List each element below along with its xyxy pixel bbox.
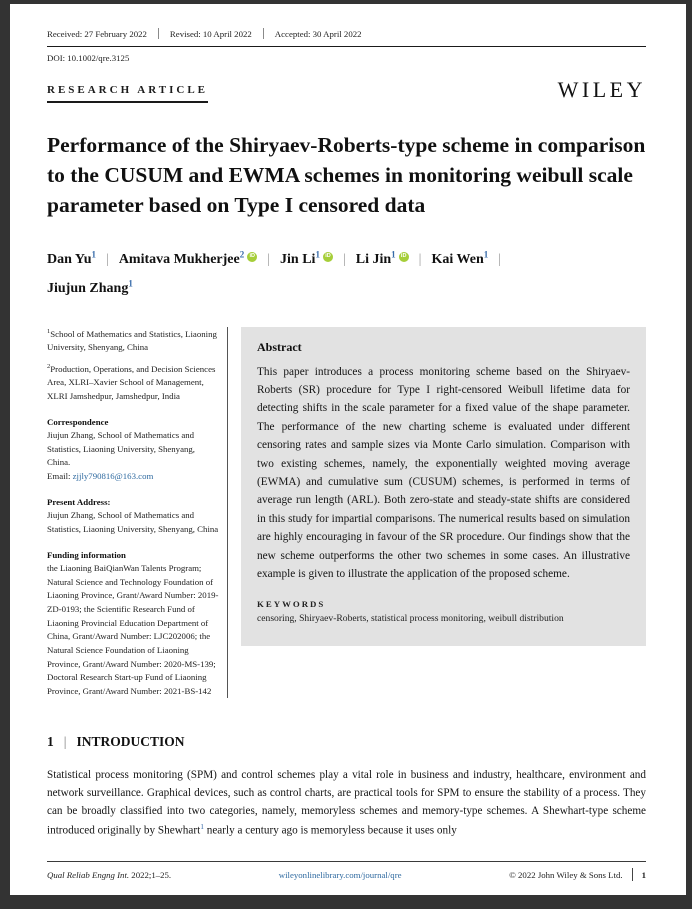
doi: DOI: 10.1002/qre.3125 [47,53,130,63]
divider [632,868,633,881]
correspondence-body: Jiujun Zhang, School of Mathematics and Statistics, Liaoning University, Shenyang, China. [47,430,195,468]
funding-body: the Liaoning BaiQianWan Talents Program; Natural Science and Technology Foundation of Liaoning Province, Grant/Award Number: 2019-ZD-0193; the Scientific Research Fund of Liaoning Provincial Education Department of China, Grant/Award Number: LJC202006; the Natural Science Foundation of Liaoning Province, Grant/Award Number: 2020-MS-139; Doctoral Research Start-up Fund of Liaoning Province, Grant/Award Number: 2021-BS-142 [47,563,219,696]
article-page [10,4,686,895]
author: Jin Li$^1$ iD [280,252,333,267]
divider: | [342,251,346,267]
section-number: 1 [47,734,54,750]
introduction-paragraph: Statistical process monitoring (SPM) and control schemes play a vital role in business and industry, healthcare, environment and network surveillance. Graphical devices, such as control charts, are practical tools for SPM to ensure the stability of a process. They can be broadly classified into two categories, namely, memoryless schemes and memory-type schemes. A Shewhart-type scheme introduced originally by Shewhart$^1$ nearly a century ago is memoryless because it uses only [47,769,646,837]
page-number: 1 [641,869,646,880]
funding-heading: Funding information [47,549,126,560]
copyright-block [509,868,646,881]
type-row [47,77,646,103]
affiliation-2: $^2$Production, Operations, and Decision Sciences Area, XLRI–Xavier School of Management, XLRI Jamshedpur, Jamshedpur, India [47,362,216,401]
affiliation-1: $^1$School of Mathematics and Statistics, Liaoning University, Shenyang, China [47,327,217,353]
abstract-column [241,327,646,699]
author: Amitava Mukherjee$^2$ iD [119,252,257,267]
divider: | [63,734,67,750]
divider: | [106,251,109,267]
orcid-icon[interactable]: iD [399,252,409,262]
author: Jiujun Zhang$^1$ [47,277,133,296]
orcid-icon[interactable]: iD [323,252,333,262]
history-bar [47,28,646,47]
section-title: INTRODUCTION [76,734,185,750]
section-heading [47,734,646,750]
introduction-section [47,734,646,839]
keywords-list: censoring, Shiryaev-Roberts, statistical process monitoring, weibull distribution [257,613,564,625]
wiley-logo: WILEY [557,77,646,102]
orcid-icon[interactable]: iD [247,252,257,262]
article-type-label: RESEARCH ARTICLE [47,84,208,103]
author-list [47,245,646,302]
sidebar [47,327,219,699]
copyright-text: © 2022 John Wiley & Sons Ltd. [509,869,623,880]
journal-citation: Qual Reliab Engng Int. 2022;1–25. [47,869,172,880]
page-title: Performance of the Shiryaev-Roberts-type scheme in comparison to the CUSUM and EWMA schemes in monitoring weibull scale parameter based on Type I censored data [47,133,646,218]
correspondence-heading: Correspondence [47,416,109,427]
present-address-heading: Present Address: [47,496,111,507]
two-column-block [47,327,646,699]
revised-date: Revised: 10 April 2022 [169,28,252,39]
abstract-body: This paper introduces a process monitoring scheme based on the Shiryaev-Roberts (SR) procedure for Type I right-censored Weibull lifetime data for detecting shifts in the scale parameter for a fixed value of the shape parameter. The performance of the new charting scheme is evaluated under different censoring rates and sample sizes via Monte Carlo simulation. Comparison with two existing schemes, namely, the exponentially weighted moving average (EWMA) and cumulative sum (CUSUM) schemes, is performed in terms of average run length (ARL). Both zero-state and steady-state shifts are considered in this study for impartial comparisons. The numerical results based on simulation are highly encouraging in favour of the SR procedure. Our findings show that the new scheme outperforms the other two schemes in some cases. An illustrative example is given to illustrate the application of the proposed scheme. [257,365,630,581]
author: Dan Yu$^1$ [47,249,96,267]
email-link[interactable]: zjjly790816@163.com [72,471,154,482]
keywords-heading: KEYWORDS [257,599,326,610]
divider: | [498,251,502,267]
divider: | [418,251,422,267]
author: Li Jin$^1$ iD [356,252,409,267]
author: Kai Wen$^1$ [431,249,489,267]
column-divider [227,327,228,699]
divider [158,28,159,39]
abstract-heading: Abstract [257,339,302,354]
accepted-date: Accepted: 30 April 2022 [274,28,362,39]
page-footer [47,861,646,881]
journal-url-link[interactable]: wileyonlinelibrary.com/journal/qre [278,869,402,880]
received-date: Received: 27 February 2022 [47,28,147,39]
abstract-box [241,327,646,647]
present-address-body: Jiujun Zhang, School of Mathematics and Statistics, Liaoning University, Shenyang, China [47,510,219,534]
reference-link[interactable]: 1 [200,821,204,831]
correspondence-email-row: Email: zjjly790816@163.com [47,471,154,482]
divider [263,28,264,39]
divider: | [267,251,271,267]
